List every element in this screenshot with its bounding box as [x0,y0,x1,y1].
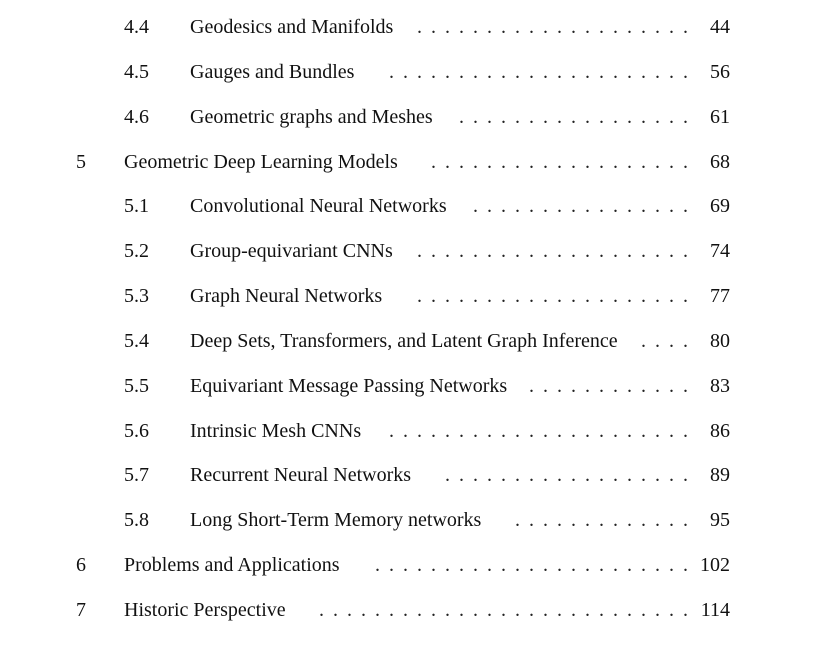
dot-leader: . . . . . . . . . . . . . . . . . . . [431,150,688,173]
toc-entry-number: 4.6 [124,105,149,128]
toc-entry-page[interactable]: 61 [710,105,730,128]
toc-entry[interactable] [0,50,814,95]
toc-entry-number: 5.1 [124,195,149,218]
toc-entry[interactable] [0,5,814,50]
toc-entry-page[interactable]: 89 [710,464,730,487]
toc-entry[interactable] [0,95,814,140]
dot-leader: . . . . . . . . . . . . . . . . . . . . . . [389,419,688,442]
dot-leader: . . . . . . . . . . . . . . . . . . . . . . . . . . . [319,598,688,621]
toc-entry-number: 5.6 [124,419,149,442]
toc-entry-number: 5.7 [124,464,149,487]
toc-entry-page[interactable]: 86 [710,419,730,442]
toc-entry-number: 6 [76,554,86,577]
toc-entry[interactable] [0,140,814,185]
toc-entry[interactable] [0,229,814,274]
toc-entry-title[interactable]: Long Short-Term Memory networks [190,509,482,532]
dot-leader: . . . . . . . . . . . . . . . . . . . . . . . [375,554,688,577]
dot-leader: . . . . . . . . . . . . . . . . . . . . [417,16,688,38]
dot-leader: . . . . [641,329,688,352]
toc-entry[interactable] [0,364,814,409]
toc-entry-number: 4.5 [124,60,149,83]
toc-entry-page[interactable]: 74 [710,240,730,263]
toc-entry-page[interactable]: 80 [710,329,730,352]
toc-entry-title[interactable]: Geometric Deep Learning Models [124,150,398,173]
toc-entry-number: 4.4 [124,16,149,38]
toc-entry-page[interactable]: 69 [710,195,730,218]
dot-leader: . . . . . . . . . . . . . [515,509,688,532]
toc-entry-title[interactable]: Geometric graphs and Meshes [190,105,433,128]
dot-leader: . . . . . . . . . . . . . . . . . . . . [417,285,688,308]
toc-entry-title[interactable]: Equivariant Message Passing Networks [190,374,508,397]
dot-leader: . . . . . . . . . . . . . . . . . . [445,464,688,487]
toc-entry-number: 7 [76,598,86,621]
dot-leader: . . . . . . . . . . . . [529,374,688,397]
toc-entry[interactable] [0,319,814,364]
toc-entry[interactable] [0,543,814,588]
toc-entry-page[interactable]: 68 [710,150,730,173]
dot-leader: . . . . . . . . . . . . . . . . . . . . [417,240,688,263]
toc-entry-page[interactable]: 56 [710,60,730,83]
toc-entry[interactable] [0,453,814,498]
toc-entry[interactable] [0,588,814,633]
toc-entry-page[interactable]: 83 [710,374,730,397]
toc-entry-number: 5.4 [124,329,149,352]
toc-entry-page[interactable]: 102 [700,554,730,577]
toc-entry-page[interactable]: 77 [710,285,730,308]
toc-entry-title[interactable]: Problems and Applications [124,554,340,577]
toc-entry-title[interactable]: Historic Perspective [124,598,286,621]
toc-entry-title[interactable]: Graph Neural Networks [190,285,383,308]
dot-leader: . . . . . . . . . . . . . . . . . . . . . . [389,60,688,83]
toc-entry-title[interactable]: Convolutional Neural Networks [190,195,447,218]
toc-entry-page[interactable]: 44 [710,16,730,38]
toc-entry-title[interactable]: Group-equivariant CNNs [190,240,393,263]
toc-entry[interactable] [0,274,814,319]
toc-entry-title[interactable]: Recurrent Neural Networks [190,464,412,487]
dot-leader: . . . . . . . . . . . . . . . . [473,195,688,218]
toc-entry[interactable] [0,409,814,454]
toc-entry-number: 5.3 [124,285,149,308]
toc-entry-title[interactable]: Deep Sets, Transformers, and Latent Graph Inference [190,329,618,352]
toc-entry-number: 5.2 [124,240,149,263]
toc-entry[interactable] [0,184,814,229]
toc-entry-page[interactable]: 95 [710,509,730,532]
toc-entry-page[interactable]: 114 [700,598,730,621]
toc-entry-number: 5 [76,150,86,173]
table-of-contents [0,5,814,633]
toc-entry-title[interactable]: Intrinsic Mesh CNNs [190,419,362,442]
toc-entry-number: 5.8 [124,509,149,532]
dot-leader: . . . . . . . . . . . . . . . . . [459,105,688,128]
toc-entry-number: 5.5 [124,374,149,397]
toc-entry-title[interactable]: Gauges and Bundles [190,60,355,83]
toc-entry[interactable] [0,498,814,543]
toc-entry-title[interactable]: Geodesics and Manifolds [190,16,394,38]
